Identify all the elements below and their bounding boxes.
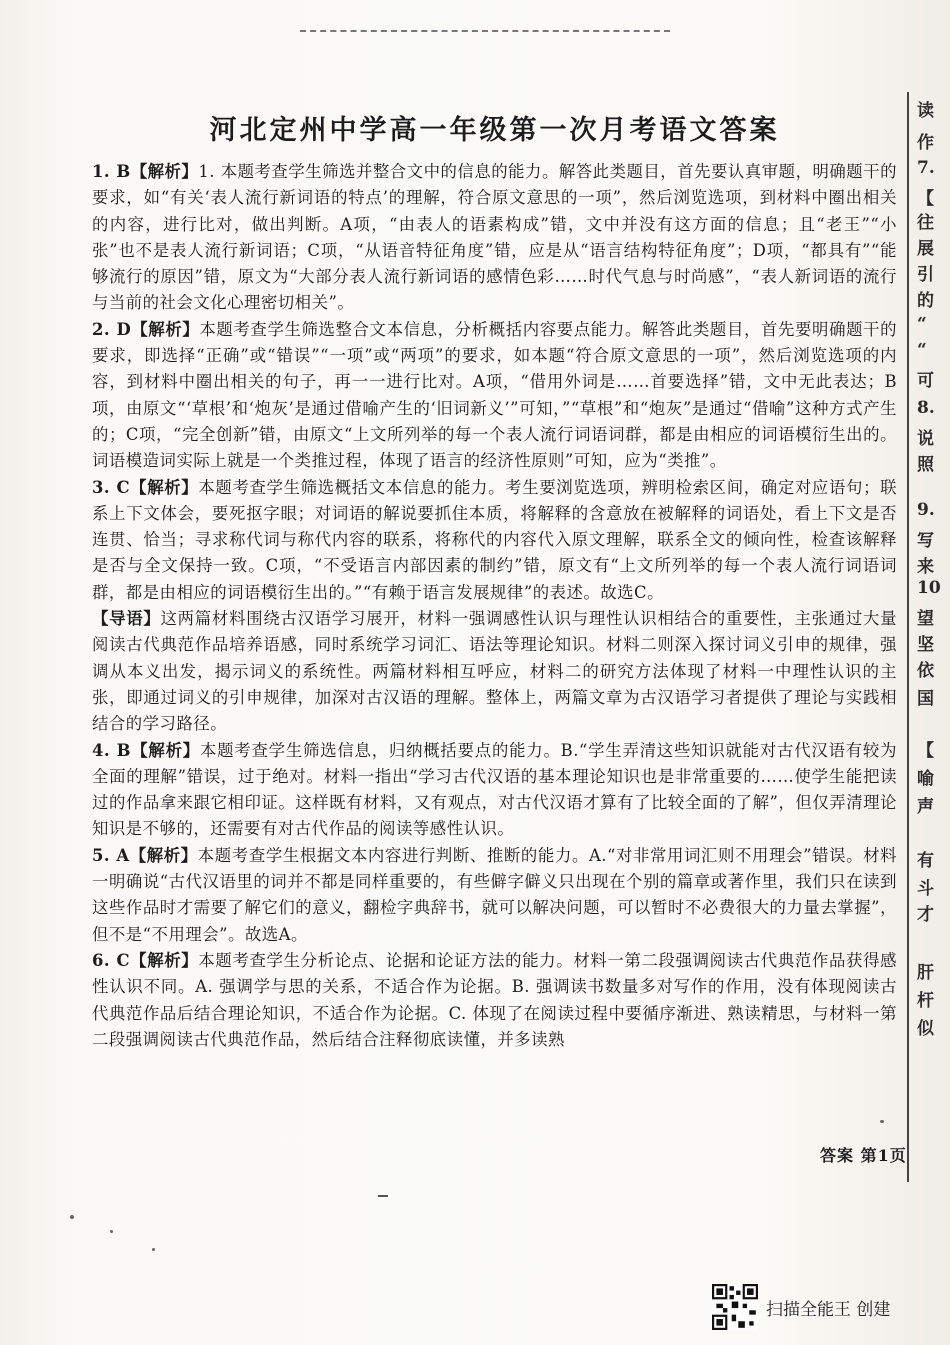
scan-mark xyxy=(378,1195,388,1197)
scan-speck xyxy=(880,1120,884,1123)
strip-char: 来 xyxy=(917,557,934,577)
strip-char: 【 xyxy=(917,741,934,761)
strip-char: 9. xyxy=(917,500,935,520)
answer-text: 本题考查学生筛选整合文本信息，分析概括内容要点能力。解答此类题目，首先要明确题干的要求，即选择“正确”或“错误”“一项”或“两项”的要求，如本题“符合原文意思的一项”，然后浏览选项的内容，到材料中圈出相关的句子，再一一进行比对。A项，“借用外词是……首要选择”错，文中无此表达；B项，由原文“‘草根’和‘炮灰’是通过借喻产生的‘旧词新义’”可知，”“草根”和“炮灰”是通过“借喻”这种方式产生的；C项，“完全创新”错，由原文“上文所列举的每一个表人流行词语词群，都是由相应的词语模衍生出的。词语模造词实际上就是一个类推过程，体现了语言的经济性原则”可知，应为“类推”。 xyxy=(92,319,898,471)
answer-text: 本题考查学生筛选概括文本信息的能力。考生要浏览选项，辨明检索区间，确定对应语句；联系上下文体会，要死抠字眼；对词语的解说要抓住本质，将解释的含意放在被解释的词语处，看上下文是否连贯、恰当；寻求称代词与称代内容的联系，将称代的内容代入原文理解，联系全文的倾向性，检查该解释是否与全文保持一致。C项，“不受语言内部因素的制约”错，原文有“上文所列举的每一个表人流行词语词群，都是由相应的词语模衍生出的。”“有赖于语言发展规律”的表述。故选C。 xyxy=(92,477,898,602)
watermark-text: 扫描全能王 创建 xyxy=(766,1299,891,1320)
strip-char: 斗 xyxy=(917,879,934,899)
column-divider xyxy=(907,92,909,1182)
page-number-footer: 答案 第1页 xyxy=(820,1146,907,1165)
strip-char: 国 xyxy=(917,689,934,709)
answer-paragraph xyxy=(92,948,897,1053)
strip-char: “ xyxy=(917,314,927,334)
guide-text: 这两篇材料围绕古汉语学习展开，材料一强调感性认识与理性认识相结合的重要性，主张通过大量阅读古代典范作品培养语感，同时系统学习词汇、语法等理论知识。材料二则深入探讨词义引申的规律，强调从本义出发，揭示词义的系统性。两篇材料相互呼应，材料二的研究方法体现了材料一中理性认识的主张，即通过词义的引申规律，加深对古汉语的理解。整体上，两篇文章为古汉语学习者提供了理论与实践相结合的学习路径。 xyxy=(92,609,897,734)
answer-lead: 5. A【解析】 xyxy=(92,845,198,865)
strip-char: 的 xyxy=(917,291,934,311)
strip-char: 似 xyxy=(917,1019,934,1039)
answer-content xyxy=(92,108,897,1053)
answer-paragraph xyxy=(92,738,897,843)
strip-char: 杆 xyxy=(917,991,934,1011)
guide-paragraph xyxy=(92,606,897,737)
page-title: 河北定州中学高一年级第一次月考语文答案 xyxy=(209,115,780,146)
answer-lead: 6. C【解析】 xyxy=(92,950,199,970)
strip-char: 才 xyxy=(917,905,934,925)
strip-char: 依 xyxy=(917,661,934,681)
strip-char: 喻 xyxy=(917,769,934,789)
strip-char: 8. xyxy=(917,398,935,418)
strip-char: 往 xyxy=(917,213,934,233)
next-page-strip xyxy=(913,92,950,1272)
top-dashed-line xyxy=(300,30,670,32)
answer-text: 本题考查学生根据文本内容进行判断、推断的能力。A.“对非常用词汇则不用理会”错误。材料一明确说“古代汉语里的词并不都是同样重要的，有些僻字僻义只出现在个别的篇章或著作里，我们只在读到这些作品时才需要了解它们的意义，翻检字典辞书，就可以解决问题，可以暂时不必费很大的力量去掌握”，但不是“不用理会”。故选A。 xyxy=(92,845,897,944)
strip-char: 望 xyxy=(917,609,934,629)
qr-code-icon xyxy=(712,1284,758,1330)
answer-paragraph xyxy=(92,475,897,606)
strip-char: 10 xyxy=(917,578,941,598)
strip-char: 作 xyxy=(917,133,934,153)
strip-char: 坚 xyxy=(917,635,934,655)
answer-text: 1. 本题考查学生筛选并整合文中的信息的能力。解答此类题目，首先要认真审题，明确题干的要求，如“有关‘表人流行新词语的特点’的理解，符合原文意思的一项”，然后浏览选项，到材料中圈出相关的内容，进行比对，做出判断。A项，“由表人的语素构成”错，文中并没有这方面的信息；且“老王”“小张”也不是表人流行新词语；C项，“从语音特征角度”错，应是从“语言结构特征角度”；D项，“都具有”“能够流行的原因”错，原文为“大部分表人流行新词语的感情色彩……时代气息与时尚感”，“表人新词语的流行与当前的社会文化心理密切相关”。 xyxy=(92,162,897,313)
answer-paragraph xyxy=(92,843,897,948)
strip-char: 【 xyxy=(917,189,934,209)
strip-char: 写 xyxy=(917,531,934,551)
scanner-watermark xyxy=(712,1283,890,1331)
strip-char: 有 xyxy=(917,851,934,871)
guide-lead: 【导语】 xyxy=(92,609,161,629)
answer-lead: 2. D【解析】 xyxy=(92,319,200,339)
answer-text: 本题考查学生筛选信息，归纳概括要点的能力。B.“学生弄清这些知识就能对古代汉语有较为全面的理解”错误，过于绝对。材料一指出“学习古代汉语的基本理论知识也是非常重要的……使学生能把读过的作品拿来跟它相印证。这样既有材料，又有观点，对古代汉语才算有了比较全面的了解”，但仅弄清理论知识是不够的，还需要有对古代作品的阅读等感性认识。 xyxy=(92,740,897,839)
strip-char: 说 xyxy=(917,429,934,449)
answer-lead: 3. C【解析】 xyxy=(92,477,199,497)
strip-char: 可 xyxy=(917,371,934,391)
strip-char: 引 xyxy=(917,265,934,285)
answer-lead: 1. B【解析】 xyxy=(92,162,199,181)
strip-char: 读 xyxy=(917,101,934,121)
scan-speck xyxy=(152,1248,155,1251)
strip-char: 肝 xyxy=(917,963,934,983)
scan-speck xyxy=(70,1215,74,1219)
strip-char: 声 xyxy=(917,797,934,817)
answer-paragraph xyxy=(92,159,897,317)
answer-lead: 4. B【解析】 xyxy=(92,740,200,760)
strip-char: 7. xyxy=(917,158,935,178)
strip-char: 展 xyxy=(917,239,934,259)
scan-speck xyxy=(110,1230,113,1233)
answer-paragraph xyxy=(92,317,897,475)
strip-char: “ xyxy=(917,340,927,360)
strip-char: 照 xyxy=(917,455,934,475)
answer-text: 本题考查学生分析论点、论据和论证方法的能力。材料一第二段强调阅读古代典范作品获得感性认识不同。A. 强调学与思的关系，不适合作为论据。B. 强调读书数量多对写作的作用，没有体现阅读古代典范作品后结合理论知识，不适合作为论据。C. 体现了在阅读过程中要循序渐进、熟读精思，与材料一第二段强调阅读古代典范作品，然后结合注释彻底读懂，并多读熟 xyxy=(92,950,898,1049)
